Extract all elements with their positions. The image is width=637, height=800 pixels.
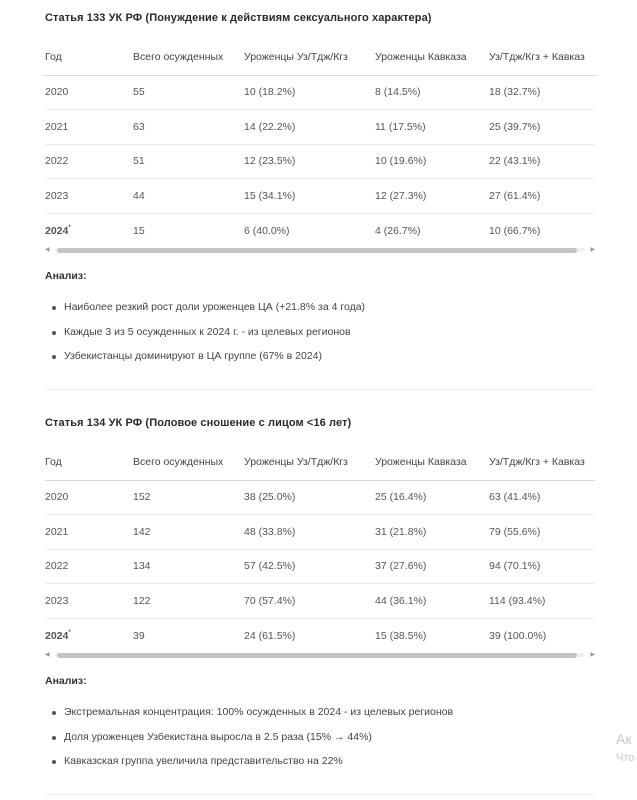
cell-total: 51 bbox=[133, 144, 244, 179]
cell-combined: 22 (43.1%) bbox=[489, 144, 595, 179]
activation-watermark-line1: Ак bbox=[616, 731, 632, 747]
table-row bbox=[45, 213, 595, 248]
cell-total: 39 bbox=[133, 629, 145, 642]
cell-total: 15 bbox=[133, 224, 145, 237]
column-header-caucasus: Уроженцы Кавказа bbox=[375, 39, 489, 75]
scroll-left-icon[interactable]: ◀ bbox=[45, 652, 50, 658]
cell-caucasus: 15 (38.5%) bbox=[375, 629, 427, 642]
cell-caucasus: 44 (36.1%) bbox=[375, 584, 489, 619]
footnote-mark: * bbox=[68, 224, 71, 231]
cell-combined: 25 (39.7%) bbox=[489, 110, 595, 145]
list-item: Узбекистанцы доминируют в ЦА группе (67% в 2024) bbox=[45, 350, 365, 375]
column-header-central-asia: Уроженцы Уз/Тдж/Кгз bbox=[244, 39, 375, 75]
table-row bbox=[45, 584, 595, 619]
cell-central-asia: 70 (57.4%) bbox=[244, 584, 375, 619]
cell-combined: 27 (61.4%) bbox=[489, 179, 595, 214]
cell-year: 2022 bbox=[45, 144, 133, 179]
analysis-list bbox=[45, 301, 365, 375]
scroll-left-icon[interactable]: ◀ bbox=[45, 247, 50, 253]
footnote-mark: * bbox=[68, 629, 71, 636]
table-row bbox=[45, 179, 595, 214]
scroll-right-icon[interactable]: ▶ bbox=[590, 652, 595, 658]
scrollbar-thumb[interactable] bbox=[57, 653, 577, 658]
list-item: Наиболее резкий рост доли уроженцев ЦА (+21.8% за 4 года) bbox=[45, 301, 365, 326]
stats-table bbox=[45, 444, 595, 653]
table-row bbox=[45, 549, 595, 584]
column-header-year: Год bbox=[45, 444, 133, 480]
stats-table bbox=[45, 39, 595, 248]
section-divider bbox=[45, 794, 595, 795]
cell-central-asia: 15 (34.1%) bbox=[244, 179, 375, 214]
list-item: Кавказская группа увеличила представительство на 22% bbox=[45, 755, 453, 780]
scrollbar-thumb[interactable] bbox=[57, 248, 577, 253]
column-header-total: Всего осужденных bbox=[133, 444, 244, 480]
cell-central-asia: 10 (18.2%) bbox=[244, 75, 375, 110]
table-row bbox=[45, 75, 595, 110]
cell-combined: 10 (66.7%) bbox=[489, 224, 541, 237]
cell-central-asia: 57 (42.5%) bbox=[244, 549, 375, 584]
cell-year: 2020 bbox=[45, 480, 133, 515]
cell-combined: 18 (32.7%) bbox=[489, 75, 595, 110]
section-divider bbox=[45, 389, 595, 390]
cell-total: 63 bbox=[133, 110, 244, 145]
cell-caucasus: 37 (27.6%) bbox=[375, 549, 489, 584]
cell-central-asia: 6 (40.0%) bbox=[244, 224, 290, 237]
cell-year: 2021 bbox=[45, 110, 133, 145]
cell-combined: 114 (93.4%) bbox=[489, 584, 595, 619]
cell-caucasus: 4 (26.7%) bbox=[375, 224, 421, 237]
cell-central-asia: 24 (61.5%) bbox=[244, 629, 296, 642]
list-item: Доля уроженцев Узбекистана выросла в 2.5 раза (15% → 44%) bbox=[45, 731, 453, 756]
table-row bbox=[45, 480, 595, 515]
analysis-list bbox=[45, 706, 453, 780]
year-value: 2024 bbox=[45, 224, 69, 237]
cell-total: 122 bbox=[133, 584, 244, 619]
cell-caucasus: 10 (19.6%) bbox=[375, 144, 489, 179]
cell-total: 142 bbox=[133, 515, 244, 550]
cell-year bbox=[45, 618, 133, 653]
cell-total: 55 bbox=[133, 75, 244, 110]
cell-central-asia: 12 (23.5%) bbox=[244, 144, 375, 179]
column-header-combined: Уз/Тдж/Кгз + Кавказ bbox=[489, 39, 595, 75]
column-header-caucasus: Уроженцы Кавказа bbox=[375, 444, 489, 480]
cell-central-asia: 38 (25.0%) bbox=[244, 480, 375, 515]
cell-caucasus: 8 (14.5%) bbox=[375, 75, 489, 110]
cell-central-asia: 48 (33.8%) bbox=[244, 515, 375, 550]
cell-central-asia: 14 (22.2%) bbox=[244, 110, 375, 145]
analysis-heading: Анализ: bbox=[45, 270, 87, 282]
table-row bbox=[45, 144, 595, 179]
cell-year: 2022 bbox=[45, 549, 133, 584]
cell-total: 134 bbox=[133, 549, 244, 584]
horizontal-scrollbar[interactable] bbox=[45, 245, 595, 255]
horizontal-scrollbar[interactable] bbox=[45, 650, 595, 660]
column-header-year: Год bbox=[45, 39, 133, 75]
table-header-row bbox=[45, 444, 595, 480]
column-header-combined: Уз/Тдж/Кгз + Кавказ bbox=[489, 444, 595, 480]
cell-combined: 94 (70.1%) bbox=[489, 549, 595, 584]
list-item: Экстремальная концентрация: 100% осужденных в 2024 - из целевых регионов bbox=[45, 706, 453, 731]
analysis-heading: Анализ: bbox=[45, 675, 87, 687]
cell-combined: 63 (41.4%) bbox=[489, 480, 595, 515]
cell-year: 2023 bbox=[45, 179, 133, 214]
section-title: Статья 133 УК РФ (Понуждение к действиям сексуального характера) bbox=[45, 12, 432, 24]
table-row bbox=[45, 515, 595, 550]
table-header-row bbox=[45, 39, 595, 75]
scroll-right-icon[interactable]: ▶ bbox=[590, 247, 595, 253]
cell-year: 2021 bbox=[45, 515, 133, 550]
section-article-134 bbox=[45, 417, 595, 767]
cell-caucasus: 12 (27.3%) bbox=[375, 179, 489, 214]
cell-total: 152 bbox=[133, 480, 244, 515]
column-header-central-asia: Уроженцы Уз/Тдж/Кгз bbox=[244, 444, 375, 480]
section-title: Статья 134 УК РФ (Половое сношение с лицом <16 лет) bbox=[45, 417, 352, 429]
cell-combined: 79 (55.6%) bbox=[489, 515, 595, 550]
cell-combined: 39 (100.0%) bbox=[489, 629, 547, 642]
cell-total: 44 bbox=[133, 179, 244, 214]
table-row bbox=[45, 618, 595, 653]
year-value: 2024 bbox=[45, 629, 69, 642]
cell-year: 2023 bbox=[45, 584, 133, 619]
table-row bbox=[45, 110, 595, 145]
cell-caucasus: 25 (16.4%) bbox=[375, 480, 489, 515]
cell-year: 2020 bbox=[45, 75, 133, 110]
cell-caucasus: 11 (17.5%) bbox=[375, 110, 489, 145]
cell-caucasus: 31 (21.8%) bbox=[375, 515, 489, 550]
activation-watermark-line2: Что bbox=[616, 752, 635, 764]
cell-year bbox=[45, 213, 133, 248]
column-header-total: Всего осужденных bbox=[133, 39, 244, 75]
list-item: Каждые 3 из 5 осужденных к 2024 г. - из целевых регионов bbox=[45, 326, 365, 351]
section-article-133 bbox=[45, 12, 595, 362]
